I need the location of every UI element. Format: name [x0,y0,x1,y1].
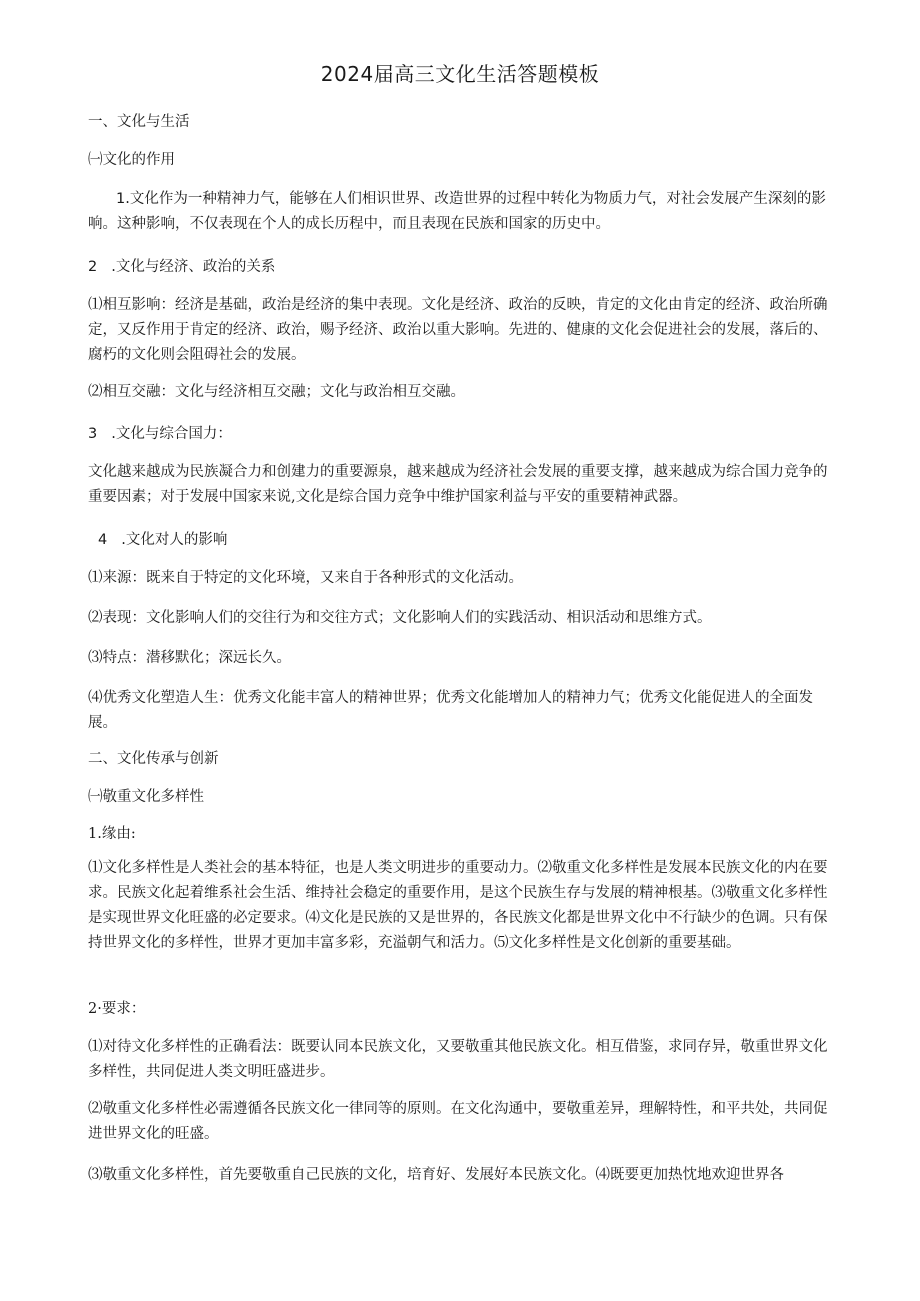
paragraph-1-2-heading [88,255,834,280]
paragraph-1-2-2: ⑵相互交融：文化与经济相互交融；文化与政治相互交融。 [88,384,465,400]
section-2-subheading-1: ㈠敬重文化多样性 [88,789,204,805]
paragraph-2-2-heading: 2·要求： [88,1001,146,1017]
paragraph-1-4-heading [88,528,844,553]
paragraph-text: .文化与经济、政治的关系 [111,259,276,275]
paragraph-2-1-body: ⑴文化多样性是人类社会的基本特征，也是人类文明进步的重要动力。⑵敬重文化多样性是发展本民族文化的内在要求。民族文化起着维系社会生活、维持社会稳定的重要作用，是这个民族生存与发展的精神根基。⑶敬重文化多样性是实现世界文化旺盛的必定要求。⑷文化是民族的又是世界的，各民族文化都是世界文化中不行缺少的色调。只有保持世界文化的多样性，世界才更加丰富多彩，充溢朝气和活力。⑸文化多样性是文化创新的重要基础。 [88,860,828,951]
paragraph-2-2-1: ⑴对待文化多样性的正确看法：既要认同本民族文化，又要敬重其他民族文化。相互借鉴，求同存异，敬重世界文化多样性，共同促进人类文明旺盛进步。 [88,1039,828,1080]
paragraph-1-3-body: 文化越来越成为民族凝合力和创建力的重要源泉，越来越成为经济社会发展的重要支撑，越来越成为综合国力竞争的重要因素；对于发展中国家来说,文化是综合国力竞争中维护国家利益与平安的重要精神武器。 [88,464,828,505]
paragraph-1-1 [88,187,838,237]
item-number: 2 [88,259,98,275]
item-number: 1 [116,191,126,207]
paragraph-1-3-heading [88,422,834,447]
paragraph-2-2-3: ⑶敬重文化多样性，首先要敬重自己民族的文化，培育好、发展好本民族文化。⑷既要更加热忱地欢迎世界各 [88,1167,784,1183]
paragraph-2-2-2: ⑵敬重文化多样性必需遵循各民族文化一律同等的原则。在文化沟通中，要敬重差异，理解特性，和平共处，共同促进世界文化的旺盛。 [88,1101,828,1142]
paragraph-1-4-3: ⑶特点：潜移默化；深远长久。 [88,650,291,666]
section-1-heading: 一、文化与生活 [88,114,190,130]
document-title: 2024届高三文化生活答题模板 [320,62,600,86]
section-1-subheading-1: ㈠文化的作用 [88,152,175,168]
item-number: 3 [88,426,98,442]
item-number: 4 [98,532,108,548]
paragraph-1-4-4: ⑷优秀文化塑造人生：优秀文化能丰富人的精神世界；优秀文化能增加人的精神力气；优秀文化能促进人的全面发展。 [88,690,813,731]
paragraph-1-2-1: ⑴相互影响：经济是基础，政治是经济的集中表现。文化是经济、政治的反映，肯定的文化由肯定的经济、政治所确定，又反作用于肯定的经济、政治，赐予经济、政治以重大影响。先进的、健康的文化会促进社会的发展，落后的、腐朽的文化则会阻碍社会的发展。 [88,297,828,363]
paragraph-2-1-heading: 1.缘由: [88,826,136,842]
paragraph-1-4-2: ⑵表现：文化影响人们的交往行为和交往方式；文化影响人们的实践活动、相识活动和思维方式。 [88,610,712,626]
paragraph-text: .文化作为一种精神力气，能够在人们相识世界、改造世界的过程中转化为物质力气，对社会发展产生深刻的影响。这种影响，不仅表现在个人的成长历程中，而且表现在民族和国家的历史中。 [88,191,826,232]
paragraph-text: .文化对人的影响 [121,532,228,548]
paragraph-1-4-1: ⑴来源：既来自于特定的文化环境，又来自于各种形式的文化活动。 [88,570,523,586]
section-2-heading: 二、文化传承与创新 [88,751,219,767]
paragraph-text: .文化与综合国力： [111,426,232,442]
